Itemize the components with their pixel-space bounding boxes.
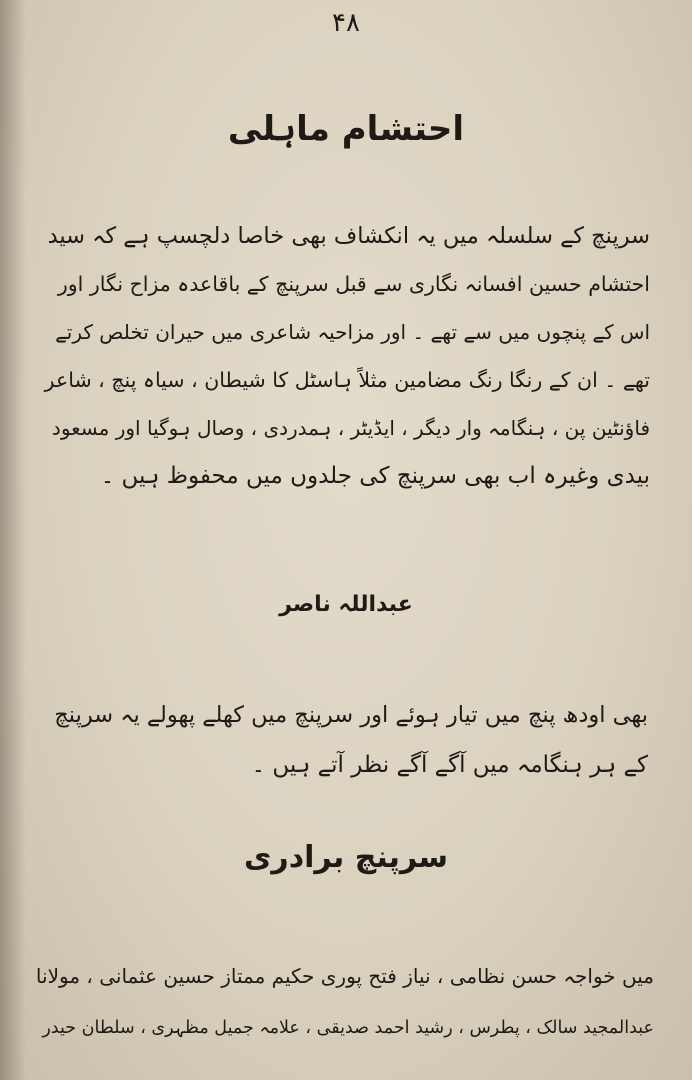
text-line: میں خواجہ حسن نظامی ، نیاز فتح پوری حکیم ممتاز حسین عثمانی ، مولانا xyxy=(35,964,654,988)
section-heading-ehtesham: احتشام ماہلی xyxy=(227,109,465,149)
page-gutter-shadow xyxy=(0,0,26,1080)
page-number: ۴۸ xyxy=(332,8,360,38)
text-line: بیدی وغیرہ اب بھی سرپنچ کی جلدوں میں محفوظ ہیں ۔ xyxy=(100,463,650,489)
text-line: بھی اودھ پنچ میں تیار ہوئے اور سرپنچ میں کھلے پھولے یہ سرپنچ xyxy=(54,702,648,728)
text-line: احتشام حسین افسانہ نگاری سے قبل سرپنچ کے باقاعدہ مزاح نگار اور xyxy=(57,272,650,296)
text-line: کے ہر ہنگامہ میں آگے آگے نظر آتے ہیں ۔ xyxy=(251,752,648,778)
section-paragraph-abdullah-nasir xyxy=(48,690,648,790)
text-line: تھے ۔ ان کے رنگا رنگ مضامین مثلاً ہاسٹل کا شیطان ، سیاہ پنچ ، شاعر xyxy=(44,368,650,392)
section-paragraph-ehtesham xyxy=(44,212,650,500)
section-heading-abdullah-nasir: عبداللہ ناصر xyxy=(279,592,413,617)
section-heading-sarpanch-biradari: سرپنچ برادری xyxy=(243,840,449,875)
text-line: فاؤنٹین پن ، ہنگامہ وار دیگر ، ایڈیٹر ، ہمدردی ، وصال ہوگیا اور مسعود xyxy=(51,416,650,440)
section-paragraph-sarpanch-biradari xyxy=(28,950,654,1054)
text-line: عبدالمجید سالک ، پطرس ، رشید احمد صدیقی ، علامہ جمیل مظہری ، سلطان حیدر xyxy=(42,1018,654,1038)
text-line: اس کے پنچوں میں سے تھے ۔ اور مزاحیہ شاعری میں حیران تخلص کرتے xyxy=(55,320,650,344)
text-line: سرپنچ کے سلسلہ میں یہ انکشاف بھی خاصا دلچسپ ہے کہ سید xyxy=(47,223,650,249)
